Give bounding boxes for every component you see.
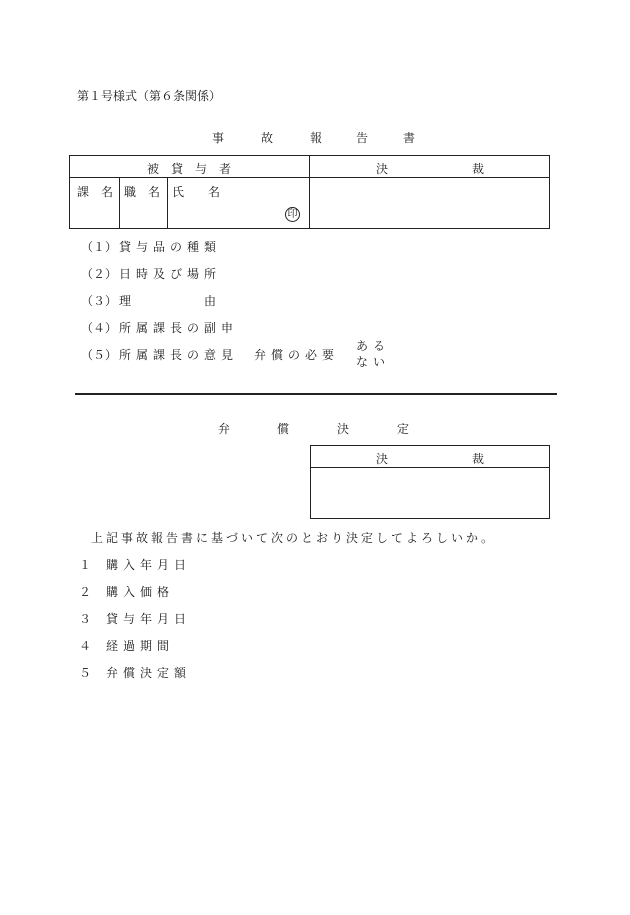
form-label: 第１号様式（第６条関係） [77,89,222,103]
decision-item [79,664,191,681]
decision-item-label: 弁償決定額 [106,666,192,680]
report-item-label: 所属課長の意見 [119,348,239,362]
decision-item [79,610,191,627]
decision-statement: 上記事故報告書に基づいて次のとおり決定してよろしいか。 [91,531,497,545]
report-item [81,319,238,336]
decision-item-number: ４ [79,639,92,653]
decision-item [79,637,174,654]
report-item [81,292,221,309]
decision-item-label: 経過期間 [106,639,175,653]
report-title-char: 故 [261,131,274,145]
borrower-header: 被 貸 与 者 [146,162,231,176]
decision-title-char: 定 [397,422,410,436]
decision-item-label: 貸与年月日 [106,612,192,626]
report-item-number: （５） [81,348,118,362]
decision-item-number: １ [79,558,92,572]
approval-box-divider [310,467,550,468]
report-item-label: 日時及び場所 [119,267,222,281]
report-title-char: 告 [356,131,369,145]
report-item-number: （３） [81,294,118,308]
option-no: ない [356,355,391,369]
report-item-label: 所属課長の副申 [119,321,239,335]
report-item-number: （１） [81,240,118,254]
decision-title-char: 弁 [218,422,231,436]
compensation-needed-label: 弁償の必要 [254,348,340,362]
decision-approval-header: 決 裁 [375,452,484,466]
report-title-char: 報 [310,131,323,145]
decision-title-char: 決 [337,422,350,436]
decision-item-label: 購入年月日 [106,558,192,572]
report-item-label: 貸与品の種類 [119,240,222,254]
report-title-char: 事 [212,131,225,145]
report-item [81,265,221,282]
report-item-number: （２） [81,267,118,281]
post-name-label: 職 名 [124,185,161,199]
decision-item-number: ２ [79,585,92,599]
decision-title-char: 償 [277,422,290,436]
table-column-divider [119,177,120,229]
report-item-label: 理 由 [119,294,222,308]
decision-item [79,556,191,573]
decision-item-number: ５ [79,666,92,680]
seal-mark: 印 [285,207,300,222]
decision-item-number: ３ [79,612,92,626]
report-item [81,238,221,255]
report-item-number: （４） [81,321,118,335]
decision-item-label: 購入価格 [106,585,175,599]
section-separator [75,393,557,395]
table-column-divider [167,177,168,229]
approval-header: 決 裁 [375,162,484,176]
report-title-char: 書 [403,131,416,145]
option-yes: ある [356,339,391,353]
decision-item [79,583,174,600]
person-name-label: 氏 名 [172,185,221,199]
section-name-label: 課 名 [77,185,114,199]
report-item [81,346,238,363]
